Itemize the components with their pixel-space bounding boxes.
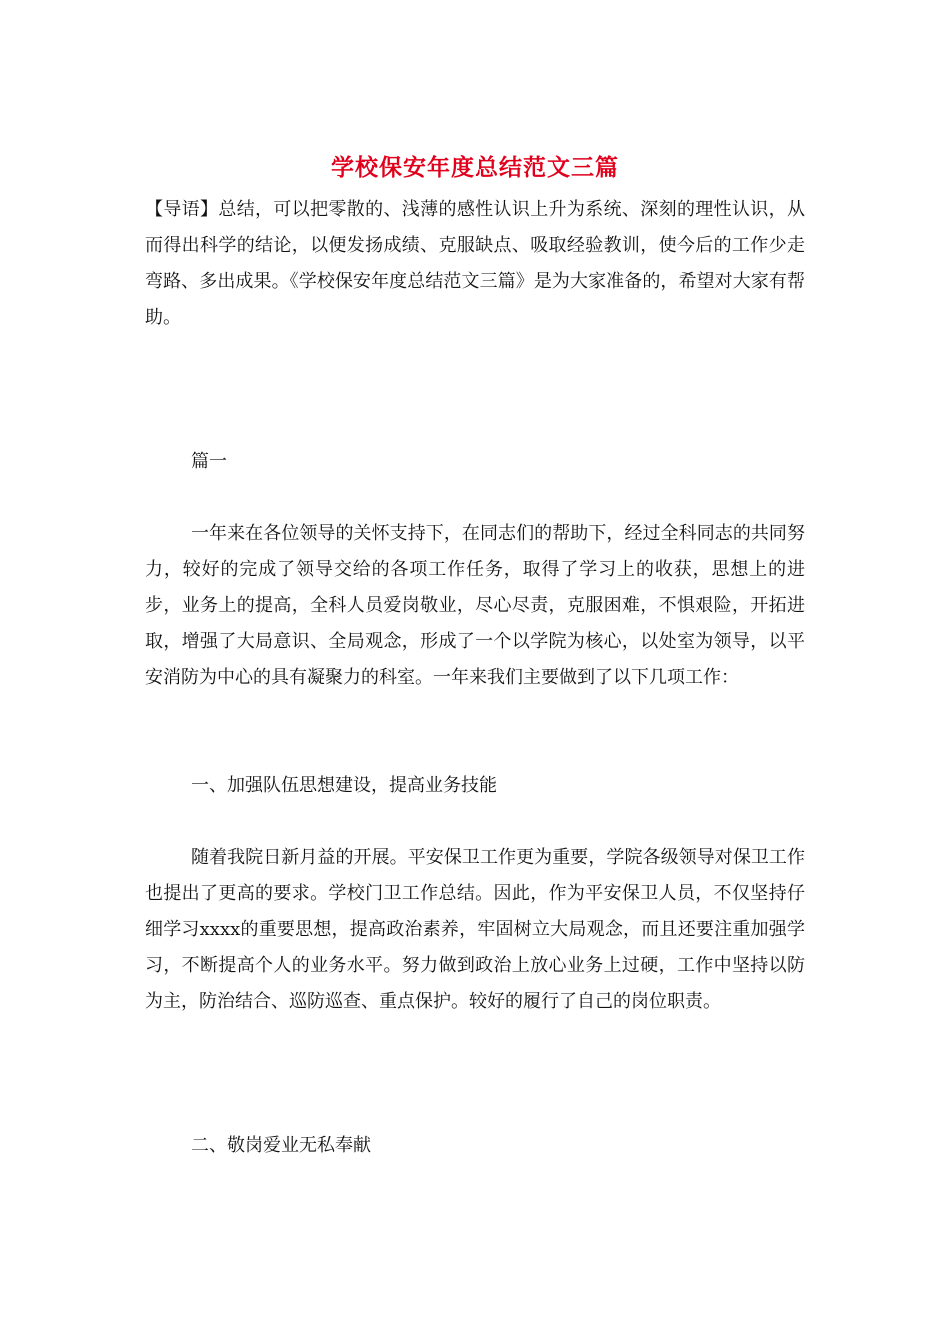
paragraph-1: 一年来在各位领导的关怀支持下，在同志们的帮助下，经过全科同志的共同努力，较好的完成了领导交给的各项工作任务，取得了学习上的收获，思想上的进步，业务上的提高，全科人员爱岗敬业，尽心尽责，克服困难，不惧艰险，开拓进取，增强了大局意识、全局观念，形成了一个以学院为核心，以处室为领导，以平安消防为中心的具有凝聚力的科室。一年来我们主要做到了以下几项工作： bbox=[145, 523, 805, 688]
subheading-1: 一、加强队伍思想建设，提高业务技能 bbox=[191, 775, 497, 796]
intro-paragraph: 【导语】总结，可以把零散的、浅薄的感性认识上升为系统、深刻的理性认识，从而得出科学的结论，以便发扬成绩、克服缺点、吸取经验教训，使今后的工作少走弯路、多出成果。《学校保安年度总结范文三篇》是为大家准备的，希望对大家有帮助。 bbox=[145, 199, 805, 328]
section-heading-pian-yi: 篇一 bbox=[191, 451, 227, 472]
subheading-2: 二、敬岗爱业无私奉献 bbox=[191, 1135, 371, 1156]
document-title: 学校保安年度总结范文三篇 bbox=[331, 154, 619, 181]
paragraph-2: 随着我院日新月益的开展。平安保卫工作更为重要，学院各级领导对保卫工作也提出了更高的要求。学校门卫工作总结。因此，作为平安保卫人员，不仅坚持仔细学习xxxx的重要思想，提高政治素养，牢固树立大局观念，而且还要注重加强学习，不断提高个人的业务水平。努力做到政治上放心业务上过硬，工作中坚持以防为主，防治结合、巡防巡查、重点保护。较好的履行了自己的岗位职责。 bbox=[145, 847, 805, 1012]
